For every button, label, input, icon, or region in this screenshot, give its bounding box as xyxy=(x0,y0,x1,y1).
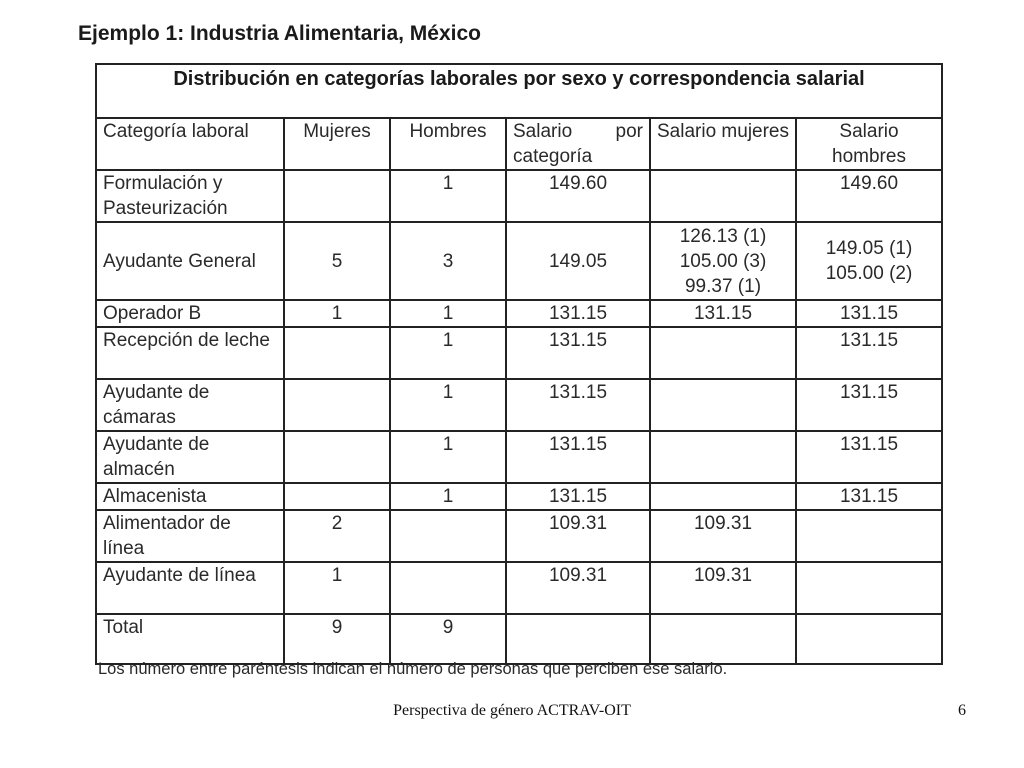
cell-mujeres: 1 xyxy=(284,562,390,614)
cell-hombres: 1 xyxy=(390,170,506,222)
cell-salario-mujeres xyxy=(650,170,796,222)
cell-mujeres xyxy=(284,379,390,431)
cell-salario-categoria: 131.15 xyxy=(506,431,650,483)
cell-salario-categoria xyxy=(506,614,650,664)
cell-salario-mujeres xyxy=(650,483,796,510)
header-hombres: Hombres xyxy=(390,118,506,170)
cell-mujeres: 2 xyxy=(284,510,390,562)
cell-salario-hombres-value: 131.15 xyxy=(839,303,899,324)
cell-salario-mujeres-value: 109.31 xyxy=(693,513,753,534)
cell-categoria: Ayudante de línea xyxy=(96,562,284,614)
cell-salario-hombres xyxy=(796,483,942,510)
cell-hombres: 9 xyxy=(390,614,506,664)
header-salario-categoria xyxy=(506,118,650,170)
cell-hombres: 1 xyxy=(390,431,506,483)
header-categoria: Categoría laboral xyxy=(96,118,284,170)
table-row xyxy=(96,300,942,327)
slide-heading: Ejemplo 1: Industria Alimentaria, México xyxy=(78,22,481,45)
cell-categoria: Operador B xyxy=(96,300,284,327)
cell-categoria: Formulación y Pasteurización xyxy=(96,170,284,222)
cell-categoria: Total xyxy=(96,614,284,664)
cell-salario-hombres xyxy=(796,379,942,431)
cell-mujeres xyxy=(284,327,390,379)
cell-salario-categoria: 109.31 xyxy=(506,510,650,562)
cell-salario-mujeres xyxy=(650,510,796,562)
cell-salario-mujeres xyxy=(650,327,796,379)
salary-distribution-table xyxy=(95,63,941,665)
cell-categoria: Recepción de leche xyxy=(96,327,284,379)
cell-salario-hombres xyxy=(796,222,942,300)
cell-salario-hombres xyxy=(796,562,942,614)
cell-salario-hombres-value: 131.15 xyxy=(839,434,899,455)
cell-salario-categoria: 109.31 xyxy=(506,562,650,614)
cell-salario-categoria: 131.15 xyxy=(506,483,650,510)
cell-mujeres xyxy=(284,170,390,222)
cell-salario-hombres-value: 131.15 xyxy=(839,486,899,507)
header-salario-word: Salario xyxy=(513,121,573,142)
cell-salario-hombres xyxy=(796,510,942,562)
cell-salario-mujeres xyxy=(650,222,796,300)
cell-categoria: Ayudante de cámaras xyxy=(96,379,284,431)
cell-salario-hombres xyxy=(796,300,942,327)
cell-salario-hombres-value: 149.05 (1) xyxy=(825,238,913,259)
cell-salario-hombres xyxy=(796,431,942,483)
cell-salario-mujeres xyxy=(650,300,796,327)
cell-salario-mujeres-value: 105.00 (3) xyxy=(679,250,767,272)
cell-hombres: 1 xyxy=(390,300,506,327)
cell-salario-hombres-value: 105.00 (2) xyxy=(825,263,913,284)
cell-categoria: Ayudante General xyxy=(96,222,284,300)
cell-mujeres xyxy=(284,431,390,483)
header-salario-hombres: Salario hombres xyxy=(796,118,942,170)
cell-mujeres xyxy=(284,483,390,510)
table-body xyxy=(96,170,942,664)
cell-salario-hombres-value: 149.60 xyxy=(839,173,899,194)
cell-hombres: 1 xyxy=(390,483,506,510)
cell-mujeres: 1 xyxy=(284,300,390,327)
cell-hombres: 3 xyxy=(390,222,506,300)
table-header-row xyxy=(96,118,942,170)
cell-salario-mujeres-value: 109.31 xyxy=(693,565,753,586)
cell-hombres xyxy=(390,562,506,614)
header-por-word: por xyxy=(615,121,643,142)
page-number: 6 xyxy=(958,702,966,719)
table-row xyxy=(96,222,942,300)
table-row xyxy=(96,614,942,664)
data-table xyxy=(95,63,943,665)
header-categoria-word: categoría xyxy=(513,146,593,167)
cell-salario-mujeres-value: 126.13 (1) xyxy=(679,225,767,247)
cell-salario-categoria: 131.15 xyxy=(506,300,650,327)
cell-mujeres: 9 xyxy=(284,614,390,664)
cell-mujeres: 5 xyxy=(284,222,390,300)
cell-salario-mujeres xyxy=(650,379,796,431)
cell-salario-mujeres xyxy=(650,431,796,483)
cell-salario-hombres xyxy=(796,614,942,664)
table-row xyxy=(96,170,942,222)
cell-salario-categoria: 149.05 xyxy=(506,222,650,300)
table-title: Distribución en categorías laborales por sexo y correspondencia salarial xyxy=(96,64,942,118)
cell-categoria: Almacenista xyxy=(96,483,284,510)
table-row xyxy=(96,510,942,562)
table-row xyxy=(96,379,942,431)
cell-hombres: 1 xyxy=(390,327,506,379)
table-row xyxy=(96,431,942,483)
cell-salario-mujeres-value: 131.15 xyxy=(693,303,753,324)
cell-categoria: Ayudante de almacén xyxy=(96,431,284,483)
cell-hombres: 1 xyxy=(390,379,506,431)
cell-salario-hombres-value: 131.15 xyxy=(839,382,899,403)
cell-salario-mujeres xyxy=(650,614,796,664)
header-salario-mujeres: Salario mujeres xyxy=(650,118,796,170)
cell-salario-categoria: 131.15 xyxy=(506,379,650,431)
cell-salario-hombres xyxy=(796,170,942,222)
cell-salario-categoria: 131.15 xyxy=(506,327,650,379)
table-row xyxy=(96,562,942,614)
footer-text: Perspectiva de género ACTRAV-OIT xyxy=(393,702,631,719)
table-row xyxy=(96,327,942,379)
header-mujeres: Mujeres xyxy=(284,118,390,170)
cell-salario-hombres xyxy=(796,327,942,379)
table-row xyxy=(96,483,942,510)
cell-salario-categoria: 149.60 xyxy=(506,170,650,222)
cell-salario-hombres-value: 131.15 xyxy=(839,330,899,351)
cell-categoria: Alimentador de línea xyxy=(96,510,284,562)
cell-salario-mujeres xyxy=(650,562,796,614)
table-footnote: Los número entre paréntesis indican el número de personas que perciben ese salario. xyxy=(98,660,728,678)
cell-hombres xyxy=(390,510,506,562)
cell-salario-mujeres-value: 99.37 (1) xyxy=(684,275,762,297)
